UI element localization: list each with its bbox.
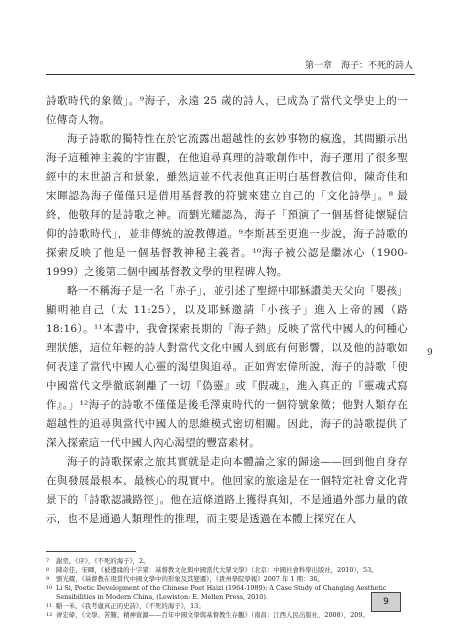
footnote-number: 8 <box>46 567 50 573</box>
footnote-number: 11 <box>46 603 53 609</box>
footnote <box>46 566 408 575</box>
footnote-text: 齊宏偉，《文學、苦難、精神資源——百年中國文學與基督教生存觀》（南昌：江西人民出版社，2008），209。 <box>56 611 369 619</box>
footnote-text: 謝奕，《序》，《不死的海子》，2。 <box>56 557 150 565</box>
footnote-text: 劉光耀，《基督教在現當代中國文學中的形象及其變遷》，《貴州學院學報》2007 年 1 期：36。 <box>56 575 324 583</box>
footnote <box>46 602 408 611</box>
footnote <box>46 575 408 584</box>
footnote-divider <box>46 551 136 552</box>
paragraph: 略一不稱海子是一名「赤子」，並引述了聖經中耶穌讚美天父向「嬰孩」顯明祂自己（太 11:25），以及耶穌邀請「小孩子」進入上帝的國（路 18:16）。¹¹本書中，我會探索長期的「海子熱」反映了當代中國人的何種心理狀態，這位年輕的詩人對當代文化中國人到底有何影響，以及他的詩歌如何表達了當代中國人心靈的渴望與追尋。正如齊宏偉所說，海子的詩歌「使中國當代文學徹底剝離了一切『偽靈』或『假魂』，進入真正的『靈魂式寫作』。」¹²海子的詩歌不僅僅是後毛澤東時代的一個符號象徵；他對人類存在超越性的追尋與當代中國人的思維模式密切相關。因此，海子的詩歌提供了深入探索這一代中國人內心渴望的豐富素材。 <box>46 285 408 449</box>
footnote <box>46 584 408 602</box>
paragraph: 海子的詩歌探索之旅其實就是走向本體論之家的歸途——回到他自身存在與發展最根本、最核心的現實中。他回家的旅途是在一個特定社會文化背景下的「詩歌認識路徑」。他在這條道路上獲得真知，不是通過外部力量的啟示，也不是通過人類理性的推理，而主要是透過在本體上探究在人 <box>46 456 408 525</box>
footnote-number: 9 <box>46 576 50 582</box>
page-number: 9 <box>371 592 401 612</box>
main-text <box>46 92 408 529</box>
running-header <box>46 58 415 75</box>
footnotes <box>46 557 408 620</box>
footnote-text: 駱一禾，《我考慮真正的史詩》，《不死的海子》，13。 <box>56 602 205 610</box>
footnote-number: 10 <box>46 585 53 591</box>
footnote-text: 陳奇佳、宋暉，《被邊緣的十字架：基督教文化與中國當代大眾文學》（北京：中國社會科學出版社，2010），53。 <box>56 566 378 574</box>
paragraph: 海子詩歌的獨特性在於它流露出超越性的玄妙事物的瘋逸，其間顯示出海子這種神主義的宇宙觀，在他追尋真理的詩歌創作中，海子運用了很多聖經中的末世語言和景象，雖然這並不代表他真正明白基督教信仰，陳奇佳和宋暉認為海子僅僅只是借用基督教的符號來建立自己的「文化詩學」。⁸ 最終，他敬拜的是詩歌之神。而劉光耀認為，海子「預演了一個基督徒懷疑信仰的詩歌時代」，並非傳統的說教傳道。⁹李斯甚至更進一步說，海子詩歌的探索反映了他是一個基督教神秘主義者。¹⁰海子被公認是繼冰心（1900-1999）之後第二個中國基督教文學的里程碑人物。 <box>46 133 408 278</box>
margin-page-number: 9 <box>427 348 433 358</box>
footnote <box>46 557 408 566</box>
footnote-number: 7 <box>46 558 50 564</box>
footnote-number: 12 <box>46 612 53 618</box>
footnote <box>46 611 408 620</box>
paragraph: 詩歌時代的象徵」。⁹海子，永遠 25 歲的詩人，已成為了當代文學史上的一位傳奇人物。 <box>46 95 408 126</box>
chapter-title: 第一章 海子：不死的詩人 <box>304 61 413 71</box>
footnote-text: Li Si, Poetic Development of the Chinese Poet Haizi (1964-1989): A Case Study of Changing Aesthetic Sensibilities in Modern China, (Lewiston: E. Mellen Press, 2010). <box>56 584 387 601</box>
